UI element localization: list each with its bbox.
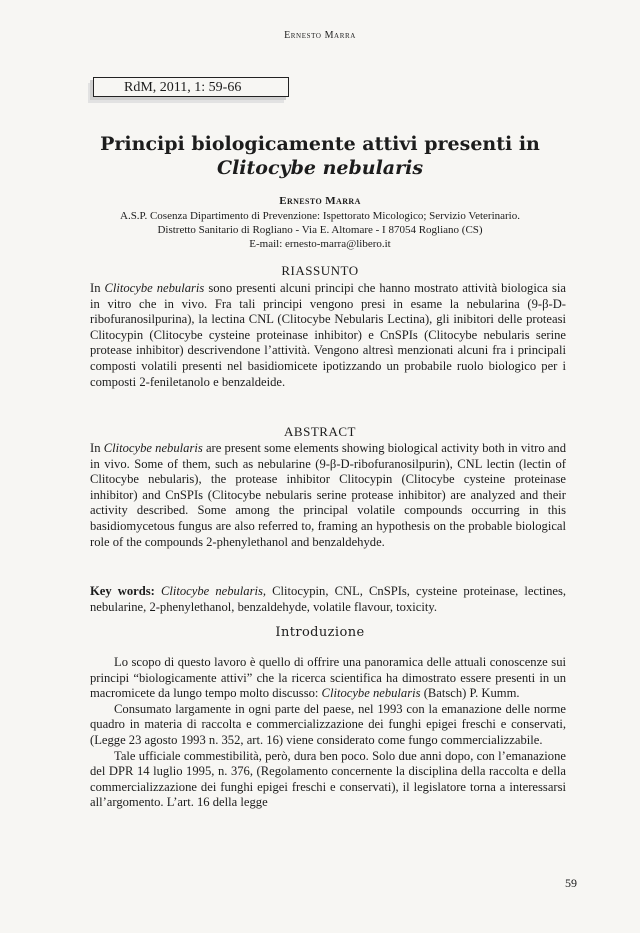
species-name: Clitocybe nebularis (321, 686, 421, 701)
page-number: 59 (565, 876, 577, 890)
introduzione-body (90, 655, 566, 811)
keywords: Key words: Clitocybe nebularis, Clitocypin, CNL, CnSPIs, cysteine proteinase, lectines, nebularine, 2-phenylethanol, benzaldehyde, volatile flavour, toxicity. (90, 584, 567, 614)
species-name: Clitocybe nebularis (103, 441, 203, 455)
article-title (60, 132, 580, 180)
introduzione-heading: Introduzione (275, 625, 365, 640)
author-affiliation (60, 209, 580, 251)
intro-paragraph-3: Tale ufficiale commestibilità, però, dura ben poco. Solo due anni dopo, con l’emanazione del DPR 14 luglio 1995, n. 376, (Regolamento concernente la disciplina della raccolta e della commercializzazione dei funghi epigei freschi e conservati), il legislatore torna a interessarsi all’argomento. L’art. 16 della legge (90, 748, 566, 810)
keywords-label: Key words (90, 584, 151, 598)
abstract-text: In Clitocybe nebularis are present some elements showing biological activity both in vitro and in vivo. Some of them, such as nebularine (9-β-D-ribofuranosilpurin), CNL lectin (lectin of Clitocybe nebularis), the protease inhibitor Clitocypin (Clitocybe cysteine proteinase inhibitor) and CnSPIs (Clitocybe nebularis serine protease inhibitor) are analyzed and their activity described. Some among the principal volatile compounds occurring in this basidiomycetous fungus are also referred to, framing an hypothesis on the probable biological role of the compounds 2-phenylethanol and benzaldehyde. (90, 441, 567, 549)
author-email: E-mail: ernesto-marra@libero.it (249, 238, 391, 250)
abstract-heading: ABSTRACT (284, 424, 356, 439)
affiliation-line: Distretto Sanitario di Rogliano - Via E. Altomare - I 87054 Rogliano (CS) (157, 224, 483, 236)
affiliation-line: A.S.P. Cosenza Dipartimento di Prevenzione: Ispettorato Micologico; Servizio Veterinario. (120, 210, 520, 222)
species-name: Clitocybe nebularis (104, 281, 205, 295)
title-line-1: Principi biologicamente attivi presenti in (100, 133, 540, 155)
intro-paragraph-1: Lo scopo di questo lavoro è quello di offrire una panoramica delle attuali conoscenze sui principi “biologicamente attivi” che la ricerca scientifica ha dimostrato essere presenti in un macromicete da lungo tempo molto discusso: Clitocybe nebularis (Batsch) P. Kumm. (90, 655, 566, 701)
title-line-2: Clitocybe nebularis (216, 157, 424, 179)
journal-reference-box: RdM, 2011, 1: 59-66 (93, 77, 289, 97)
species-name: Clitocybe nebularis, (160, 584, 267, 598)
riassunto-text: In Clitocybe nebularis sono presenti alcuni principi che hanno mostrato attività biologica sia in vitro che in vivo. Fra tali principi vengono presi in esame la nebularina (9-β-D-ribofuranosilpurina), la lectina CNL (Clitocybe Nebularis Lectina), gli inibitori delle proteasi Clitocypin (Clitocybe cysteine proteinase inhibitor) e CnSPIs (Clitocybe nebularis serine protease inhibitor) descrivendone l’attività. Vengono altresì menzionati alcuni fra i principali composti volatili presenti nel basidiomicete ipotizzando un probabile ruolo biologico per i composti 2-feniletanolo e benzaldeide. (90, 281, 566, 389)
intro-paragraph-2: Consumato largamente in ogni parte del paese, nel 1993 con la emanazione delle norme quadro in materia di raccolta e commercializzazione dei funghi epigei freschi e conservati, (Legge 23 agosto 1993 n. 352, art. 16) viene considerato come fungo commercializzabile. (90, 701, 566, 747)
author-name: Ernesto Marra (279, 195, 361, 207)
riassunto-heading: RIASSUNTO (281, 263, 359, 278)
running-head: Ernesto Marra (284, 30, 356, 41)
